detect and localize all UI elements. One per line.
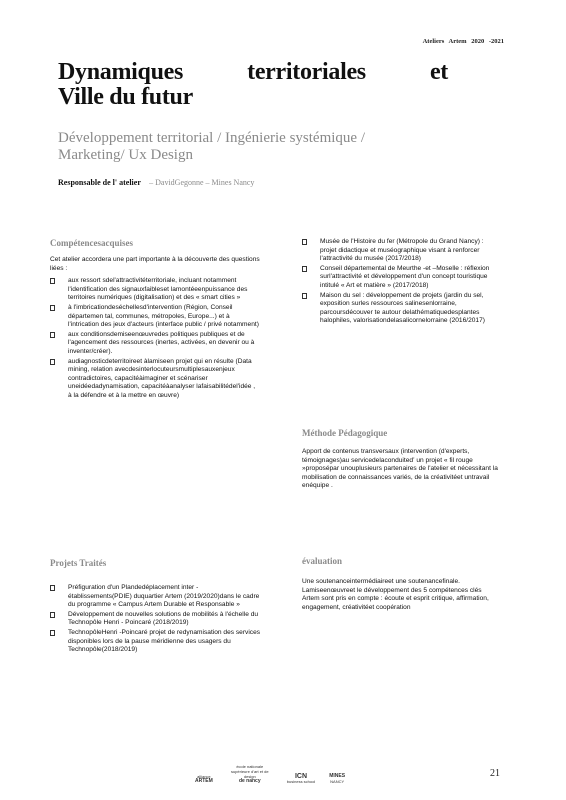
list-item [50, 331, 260, 357]
list-item-text: Préfiguration d'un Plandedéplacement inter - établissements(PDIE) duquartier Artem (2019/2020)dans le cadre du programme « Campus Artem Durable et Responsable » [68, 584, 260, 609]
alliance-artem-logo [195, 774, 213, 784]
logo-text: alliance [197, 774, 211, 779]
bullet-box-icon [50, 612, 55, 618]
evaluation-heading: évaluation [302, 556, 343, 566]
list-item-text: Maison du sel : développement de projets (jardin du sel, exposition surles ressources salinesenlorraine, parcoursdécouver te autour delathématiquedesplantes halophiles, valorisationdelasalicornelorraine (2016/2017) [320, 291, 485, 325]
bullet-box-icon [302, 239, 307, 245]
bullet-box-icon [302, 293, 307, 299]
title-word: et [429, 59, 448, 85]
logo-text: école nationale supérieure d'art et de design [230, 764, 269, 779]
list-item-text: Conseil départemental de Meurthe -et –Moselle : réflexion surl'attractivité et développement d'un concept touristique intitulé « Art et matière » (2017/2018) [320, 264, 490, 289]
responsible-label: Responsable de l' atelier [58, 178, 141, 187]
responsible-line [58, 178, 254, 187]
partner-logos [195, 764, 345, 784]
competences-section [50, 238, 260, 402]
list-item [302, 238, 498, 264]
competences-intro: Cet atelier accordera une part importante à la découverte des questions liées : [50, 256, 260, 272]
bullet-box-icon [50, 630, 55, 636]
list-item-text: TechnopôleHenri -Poincaré projet de redynamisation des services disponibles lors de la pause méridienne des usagers du Technopôle(2018/2019) [68, 628, 261, 654]
subtitle [58, 130, 458, 164]
bullet-box-icon [302, 266, 307, 272]
title-line-1 [58, 60, 448, 85]
bullet-box-icon [50, 305, 55, 311]
projects-section [50, 558, 262, 656]
responsible-names: – DavidGegonne – Mines Nancy [149, 178, 255, 187]
list-item [50, 629, 262, 655]
list-item [50, 611, 262, 628]
logo-text: MINES [329, 773, 346, 779]
list-item-text: audiagnosticdeterritoireet àlamiseen projet qui en résulte (Data mining, relation avecdesinterlocuteursmultiplesauxenjeux contradictoires, capacitéàimaginer et scénariser uneidéedadynamisation, capacitéàanalyser lafaisabilitédel'idée , à la défendre et à la mettre en œuvre) [68, 357, 256, 399]
evaluation-section [302, 556, 498, 612]
competences-heading: Compétencesacquises [50, 238, 133, 248]
list-item-text: à l'imbricationdeséchellesd'intervention (Région, Conseil départemen tal, communes, métropoles, Europe...) et à l'intrication des jeux d'acteurs (interface public / privé notamment) [68, 303, 259, 329]
logo-text: NANCY [330, 779, 345, 784]
subtitle-line-2: Marketing/ Ux Design [58, 147, 193, 163]
logo-text: ARTEM [195, 778, 213, 784]
list-item-text: aux ressort sdel'attractivitéterritoriale, incluant notamment l'identification des signauxfaibleset lamontéeenpuissance des territoires numériques (digitalisation) et des « smart cities » [68, 277, 248, 302]
icn-logo [287, 774, 315, 784]
logo-text: ICN [294, 773, 308, 780]
title-line-2: Ville du futur [58, 84, 193, 110]
page-title [58, 60, 448, 110]
list-item [50, 584, 262, 610]
bullet-box-icon [50, 278, 55, 284]
title-word: territoriales [247, 59, 366, 85]
bullet-box-icon [50, 332, 55, 338]
mines-nancy-logo [329, 774, 345, 784]
ensad-nancy-logo [227, 764, 273, 784]
list-item-text: Développement de nouvelles solutions de mobilités à l'échelle du Technopôle Henri - Poincaré (2018/2019) [68, 610, 259, 627]
list-item [302, 265, 498, 291]
projects-list [50, 584, 262, 655]
list-item [50, 277, 260, 303]
title-word: Dynamiques [58, 59, 184, 85]
competences-list [50, 277, 260, 400]
list-item-text: aux conditionsdemiseenœuvredes politiques publiques et de l'agencement des ressources (inertes, activées, en devenir ou à inventer/créer). [68, 330, 255, 355]
header-ateliers: Ateliers Artem 2020 -2021 [422, 38, 504, 45]
bullet-box-icon [50, 359, 55, 365]
evaluation-text: Une soutenanceintermédiaireet une soutenancefinale. Lamiseenœuvreet le développement des 5 compétences clés Artem sont pris en compte : écoute et esprit critique, affirmation, engagement, créativitéet coopération [302, 578, 489, 611]
methode-section [302, 428, 498, 491]
list-item [50, 304, 260, 330]
museum-projects-section [302, 238, 498, 327]
list-item [50, 358, 260, 401]
list-item [302, 292, 498, 326]
museum-projects-list [302, 238, 498, 326]
page-number: 21 [490, 768, 500, 779]
logo-text: de nancy [238, 778, 261, 784]
methode-heading: Méthode Pédagogique [302, 428, 388, 438]
methode-text: Apport de contenus transversaux (intervention (d'experts, témoignages)au servicedelaconduitedʼ un projet « fil rouge »proposépar unouplusieurs partenaires de l'atelier et nécessitant la mobilisation de connaissances variés, de la créativitéet untravail enéquipe . [302, 448, 498, 490]
logo-text: business school [286, 779, 316, 784]
list-item-text: Musée de l'Histoire du fer (Métropole du Grand Nancy) : projet didactique et muséographique visant à renforcer l'attractivité du musée (2017/2018) [320, 238, 484, 263]
bullet-box-icon [50, 585, 55, 591]
projects-heading: Projets Traités [50, 558, 107, 568]
subtitle-line-1: Développement territorial / Ingénierie systémique / [58, 130, 365, 146]
